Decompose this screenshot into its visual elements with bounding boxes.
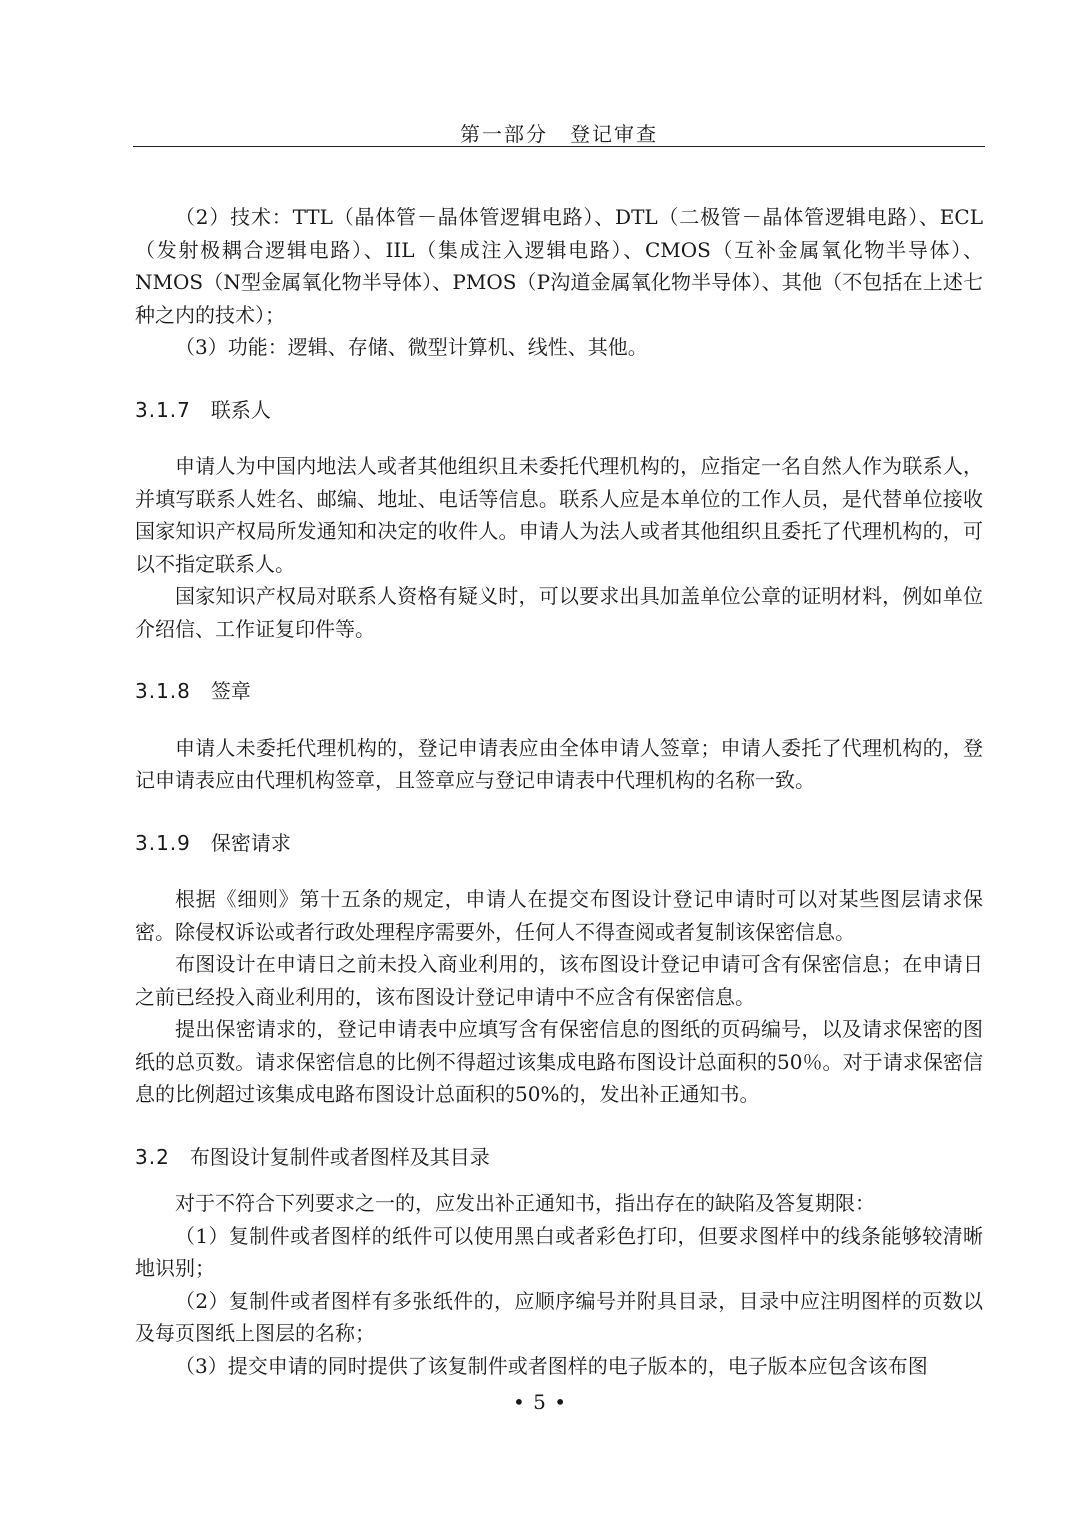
technology-paragraph: （2）技术：TTL（晶体管－晶体管逻辑电路）、DTL（二极管－晶体管逻辑电路）、ECL（发射极耦合逻辑电路）、IIL（集成注入逻辑电路）、CMOS（互补金属氧化物半导体）、NMOS（N型金属氧化物半导体）、PMOS（P沟道金属氧化物半导体）、其他（不包括在上述七种之内的技术）； <box>135 205 983 327</box>
body-paragraph: 国家知识产权局对联系人资格有疑义时，可以要求出具加盖单位公章的证明材料，例如单位介绍信、工作证复印件等。 <box>135 584 983 641</box>
section-number: 3.1.9 <box>135 830 191 855</box>
section-heading-3-2 <box>135 1141 983 1174</box>
body-paragraph: 布图设计在申请日之前未投入商业利用的，该布图设计登记申请可含有保密信息；在申请日之前已经投入商业利用的，该布图设计登记申请中不应含有保密信息。 <box>135 952 983 1009</box>
section-heading-3-1-8 <box>135 675 983 708</box>
section-heading-3-1-9 <box>135 827 983 860</box>
section-title: 保密请求 <box>210 830 291 855</box>
section-heading-3-1-7 <box>135 394 983 427</box>
running-header: 第一部分 登记审查 <box>460 122 658 146</box>
body-paragraph: 根据《细则》第十五条的规定，申请人在提交布图设计登记申请时可以对某些图层请求保密。除侵权诉讼或者行政处理程序需要外，任何人不得查阅或者复制该保密信息。 <box>135 887 983 944</box>
page-number: • 5 • <box>512 1390 568 1414</box>
section-title: 签章 <box>210 679 251 703</box>
header-divider <box>133 146 985 147</box>
section-number: 3.1.7 <box>135 397 191 422</box>
list-item: （2）复制件或者图样有多张纸件的，应顺序编号并附具目录，目录中应注明图样的页数以及每页图纸上图层的名称； <box>135 1288 983 1345</box>
body-paragraph: 对于不符合下列要求之一的，应发出补正通知书，指出存在的缺陷及答复期限： <box>175 1191 875 1215</box>
list-item: （3）提交申请的同时提供了该复制件或者图样的电子版本的，电子版本应包含该布图 <box>175 1353 928 1378</box>
function-paragraph: （3）功能：逻辑、存储、微型计算机、线性、其他。 <box>175 335 648 359</box>
body-paragraph: 申请人为中国内地法人或者其他组织且未委托代理机构的，应指定一名自然人作为联系人，并填写联系人姓名、邮编、地址、电话等信息。联系人应是本单位的工作人员，是代替单位接收国家知识产权局所发通知和决定的收件人。申请人为法人或者其他组织且委托了代理机构的，可以不指定联系人。 <box>135 454 983 576</box>
section-number: 3.1.8 <box>135 679 191 703</box>
body-paragraph: 申请人未委托代理机构的，登记申请表应由全体申请人签章；申请人委托了代理机构的，登记申请表应由代理机构签章，且签章应与登记申请表中代理机构的名称一致。 <box>135 735 983 792</box>
section-number: 3.2 <box>135 1144 170 1169</box>
section-title: 布图设计复制件或者图样及其目录 <box>189 1144 490 1169</box>
body-paragraph: 提出保密请求的，登记申请表中应填写含有保密信息的图纸的页码编号，以及请求保密的图纸的总页数。请求保密信息的比例不得超过该集成电路布图设计总面积的50％。对于请求保密信息的比例超过该集成电路布图设计总面积的50%的，发出补正通知书。 <box>135 1017 983 1106</box>
section-title: 联系人 <box>210 397 271 422</box>
list-item: （1）复制件或者图样的纸件可以使用黑白或者彩色打印，但要求图样中的线条能够较清晰地识别； <box>135 1223 983 1280</box>
page-body <box>135 201 983 1382</box>
